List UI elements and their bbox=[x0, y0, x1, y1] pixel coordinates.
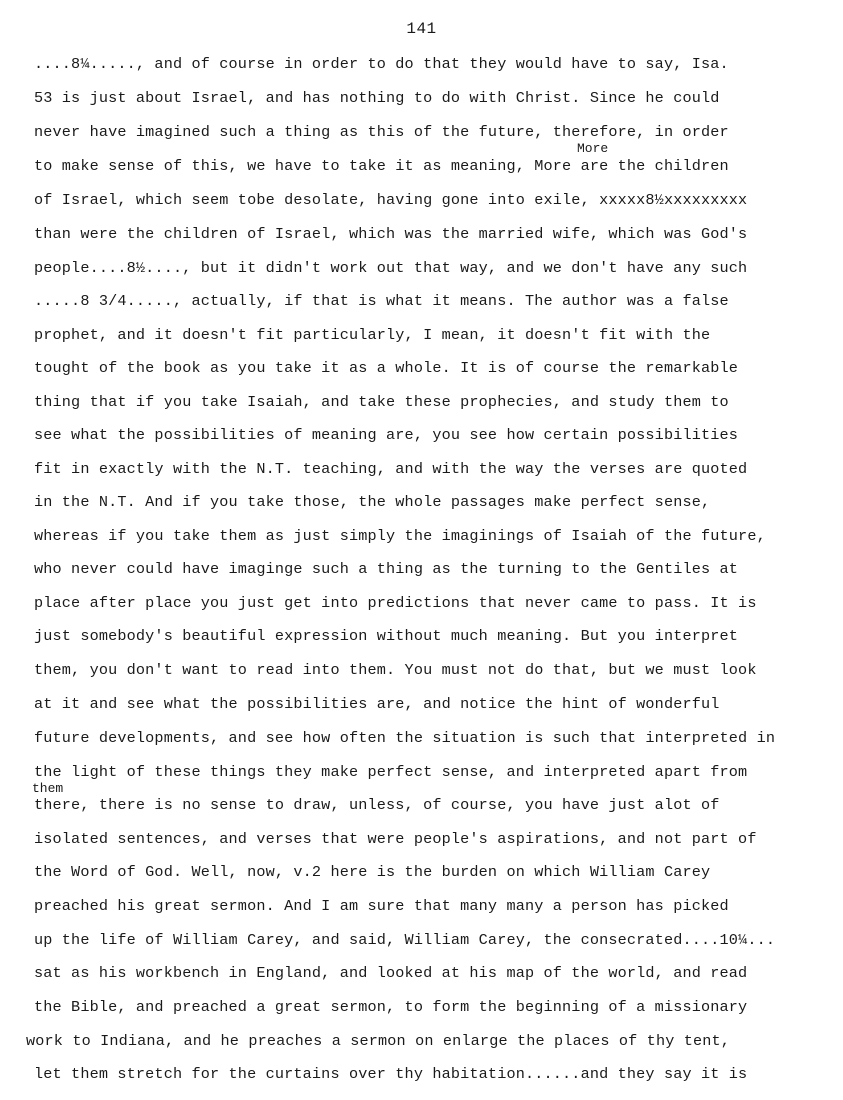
text-line: tought of the book as you take it as a whole. It is of course the remarkable bbox=[34, 359, 739, 377]
text-line: to make sense of this, we have to take it as meaning, More are the children bbox=[34, 157, 729, 175]
text-line: them, you don't want to read into them. You must not do that, but we must look bbox=[34, 661, 757, 679]
text-line: fit in exactly with the N.T. teaching, and with the way the verses are quoted bbox=[34, 460, 748, 478]
text-line: ....8¼....., and of course in order to do that they would have to say, Isa. bbox=[34, 55, 729, 73]
handwritten-insertion: More bbox=[577, 141, 609, 156]
text-line: isolated sentences, and verses that were people's aspirations, and not part of bbox=[34, 830, 757, 848]
text-line: the Word of God. Well, now, v.2 here is the burden on which William Carey bbox=[34, 863, 711, 881]
text-line: never have imagined such a thing as this of the future, therefore, in order bbox=[34, 123, 729, 141]
text-line: .....8 3/4....., actually, if that is what it means. The author was a false bbox=[34, 292, 729, 310]
text-line: let them stretch for the curtains over thy habitation......and they say it is bbox=[34, 1065, 748, 1083]
text-line: whereas if you take them as just simply the imaginings of Isaiah of the future, bbox=[34, 527, 766, 545]
text-line: the Bible, and preached a great sermon, to form the beginning of a missionary bbox=[34, 998, 748, 1016]
text-line: who never could have imaginge such a thing as the turning to the Gentiles at bbox=[34, 560, 739, 578]
text-line: the light of these things they make perfect sense, and interpreted apart from bbox=[34, 763, 748, 781]
text-line: see what the possibilities of meaning are, you see how certain possibilities bbox=[34, 426, 739, 444]
text-line: people....8½...., but it didn't work out that way, and we don't have any such bbox=[34, 259, 748, 277]
text-line: than were the children of Israel, which was the married wife, which was God's bbox=[34, 225, 748, 243]
text-line: sat as his workbench in England, and looked at his map of the world, and read bbox=[34, 964, 748, 982]
text-line: future developments, and see how often the situation is such that interpreted in bbox=[34, 729, 776, 747]
text-line: thing that if you take Isaiah, and take these prophecies, and study them to bbox=[34, 393, 729, 411]
text-line: just somebody's beautiful expression without much meaning. But you interpret bbox=[34, 627, 739, 645]
handwritten-insertion: them bbox=[32, 781, 64, 796]
text-line: there, there is no sense to draw, unless, of course, you have just alot of bbox=[34, 796, 720, 814]
text-line: at it and see what the possibilities are, and notice the hint of wonderful bbox=[34, 695, 720, 713]
text-line: 53 is just about Israel, and has nothing to do with Christ. Since he could bbox=[34, 89, 720, 107]
text-line: preached his great sermon. And I am sure that many many a person has picked bbox=[34, 897, 729, 915]
text-line: work to Indiana, and he preaches a sermon on enlarge the places of thy tent, bbox=[26, 1032, 731, 1050]
text-line: prophet, and it doesn't fit particularly, I mean, it doesn't fit with the bbox=[34, 326, 711, 344]
text-line: up the life of William Carey, and said, William Carey, the consecrated....10¼... bbox=[34, 931, 776, 949]
text-line: of Israel, which seem tobe desolate, having gone into exile, xxxxx8½xxxxxxxxx bbox=[34, 191, 748, 209]
text-line: place after place you just get into predictions that never came to pass. It is bbox=[34, 594, 757, 612]
page-number: 141 bbox=[406, 20, 437, 38]
text-line: in the N.T. And if you take those, the whole passages make perfect sense, bbox=[34, 493, 711, 511]
